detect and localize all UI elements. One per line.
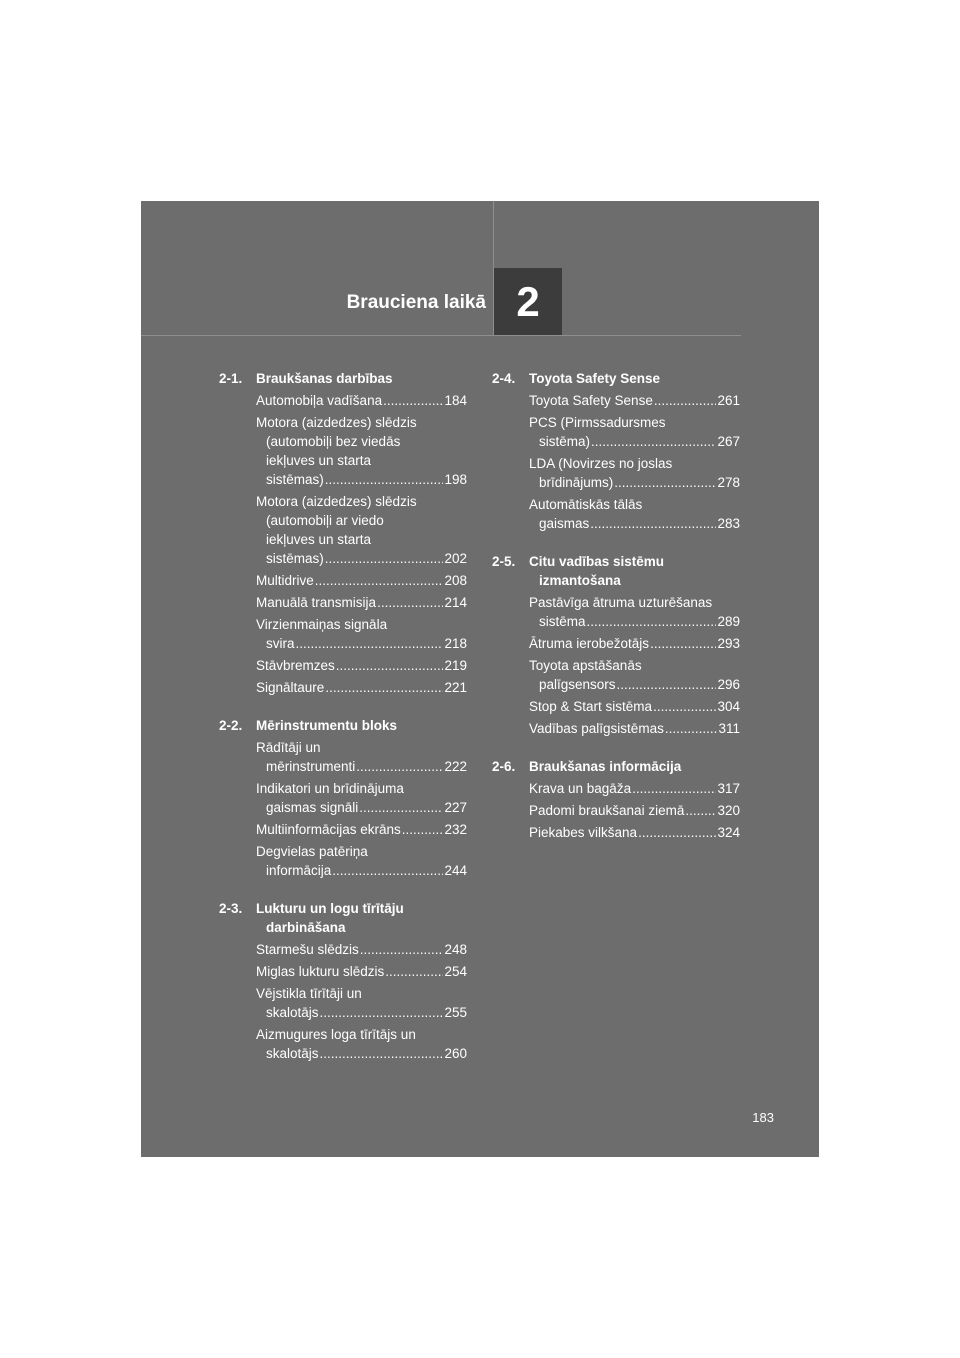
- entry-title-line: Starmešu slēdzis: [256, 942, 359, 957]
- entry-title-line: Multidrive: [256, 573, 314, 588]
- entry-leader-line: [256, 391, 467, 410]
- entry-title-line: Motora (aizdedzes) slēdzis: [256, 415, 417, 430]
- dot-leader: [320, 1044, 444, 1063]
- entry-title-line: Multiinformācijas ekrāns: [256, 822, 401, 837]
- chapter-number: 2: [516, 277, 540, 325]
- entry-leader-line: [529, 391, 740, 410]
- chapter-title: Brauciena laikā: [346, 292, 486, 313]
- dot-leader: [638, 823, 716, 842]
- entry-title-line: Krava un bagāža: [529, 781, 632, 796]
- entry-title-line: sistēma: [539, 614, 586, 629]
- entry-page-number: 202: [444, 551, 467, 566]
- section-number: 2-6.: [492, 759, 516, 774]
- dot-leader: [296, 634, 444, 653]
- dot-leader: [665, 719, 718, 738]
- toc-entry[interactable]: [256, 820, 467, 839]
- entry-title-line: iekļuves un starta: [266, 453, 372, 468]
- entry-leader-line: [256, 861, 467, 880]
- dot-leader: [359, 798, 443, 817]
- section-number: 2-5.: [492, 554, 516, 569]
- entry-title-line: Padomi braukšanai ziemā: [529, 803, 685, 818]
- toc-entry[interactable]: [529, 823, 740, 842]
- entry-title-line: Vējstikla tīrītāji un: [256, 986, 362, 1001]
- entry-page-number: 208: [444, 573, 467, 588]
- entry-title-line: Rādītāji un: [256, 740, 321, 755]
- entry-title-line: Piekabes vilkšana: [529, 825, 638, 840]
- toc-left-column: [219, 369, 467, 1082]
- toc-section: [492, 552, 740, 738]
- entry-leader-line: [256, 1003, 467, 1022]
- toc-section: [492, 369, 740, 533]
- chapter-number-tab: [494, 268, 562, 335]
- section-title: Braukšanas darbības: [256, 371, 393, 386]
- toc-entry[interactable]: [529, 634, 740, 653]
- toc-entry[interactable]: [529, 495, 740, 533]
- section-number: 2-3.: [219, 901, 243, 916]
- toc-entry[interactable]: [256, 593, 467, 612]
- toc-entry[interactable]: [256, 738, 467, 776]
- toc-entry[interactable]: [256, 615, 467, 653]
- dot-leader: [325, 549, 444, 568]
- page-number: 183: [752, 1110, 774, 1125]
- dot-leader: [320, 1003, 444, 1022]
- entry-page-number: 219: [444, 658, 467, 673]
- entry-title-line: Stāvbremzes: [256, 658, 335, 673]
- entry-title-line: Indikatori un brīdinājuma: [256, 781, 404, 796]
- section-title: Toyota Safety Sense: [529, 371, 661, 386]
- section-number: 2-4.: [492, 371, 516, 386]
- entry-leader-line: [256, 634, 467, 653]
- entry-page-number: 320: [717, 803, 740, 818]
- entry-title-line: Virzienmaiņas signāla: [256, 617, 388, 632]
- entry-leader-line: [256, 571, 467, 590]
- entry-page-number: 317: [717, 781, 740, 796]
- entry-title-line: Aizmugures loga tīrītājs un: [256, 1027, 416, 1042]
- dot-leader: [590, 514, 716, 533]
- toc-entry[interactable]: [256, 391, 467, 410]
- dot-leader: [650, 634, 716, 653]
- toc-entry[interactable]: [256, 1025, 467, 1063]
- toc-entry[interactable]: [529, 656, 740, 694]
- toc-entry[interactable]: [256, 413, 467, 489]
- entry-leader-line: [529, 432, 740, 451]
- entry-page-number: 218: [444, 636, 467, 651]
- entry-title-line: skalotājs: [266, 1046, 319, 1061]
- entry-page-number: 296: [717, 677, 740, 692]
- entry-page-number: 311: [718, 721, 740, 736]
- toc-entry[interactable]: [529, 779, 740, 798]
- entry-leader-line: [256, 470, 467, 489]
- toc-entry[interactable]: [256, 940, 467, 959]
- entry-title-line: skalotājs: [266, 1005, 319, 1020]
- section-number: 2-2.: [219, 718, 243, 733]
- dot-leader: [685, 801, 716, 820]
- entry-page-number: 248: [444, 942, 467, 957]
- entry-page-number: 289: [717, 614, 740, 629]
- entry-title-line: sistēma): [539, 434, 591, 449]
- toc-entry[interactable]: [529, 593, 740, 631]
- entry-page-number: 221: [444, 680, 467, 695]
- dot-leader: [325, 470, 444, 489]
- toc-entry[interactable]: [256, 571, 467, 590]
- toc-entry[interactable]: [529, 454, 740, 492]
- entry-title-line: Automātiskās tālās: [529, 497, 643, 512]
- section-heading: [219, 369, 467, 388]
- entry-leader-line: [256, 549, 467, 568]
- toc-entry[interactable]: [529, 413, 740, 451]
- toc-right-column: [492, 369, 740, 861]
- toc-section: [219, 899, 467, 1063]
- entry-title-line: iekļuves un starta: [266, 532, 372, 547]
- entry-leader-line: [256, 757, 467, 776]
- dot-leader: [332, 861, 443, 880]
- entry-leader-line: [529, 473, 740, 492]
- dot-leader: [402, 820, 444, 839]
- toc-entry[interactable]: [256, 962, 467, 981]
- entry-title-line: palīgsensors: [539, 677, 616, 692]
- entry-leader-line: [256, 798, 467, 817]
- dot-leader: [325, 678, 443, 697]
- toc-section: [219, 716, 467, 880]
- entry-title-line: Ātruma ierobežotājs: [529, 636, 650, 651]
- dot-leader: [587, 612, 717, 631]
- entry-title-line: Toyota apstāšanās: [529, 658, 642, 673]
- entry-title-line: informācija: [266, 863, 332, 878]
- entry-title-line: Stop & Start sistēma: [529, 699, 653, 714]
- toc-entry[interactable]: [256, 779, 467, 817]
- entry-leader-line: [529, 719, 740, 738]
- entry-title-line: svira: [266, 636, 295, 651]
- section-heading: [492, 369, 740, 388]
- section-number: 2-1.: [219, 371, 243, 386]
- entry-leader-line: [256, 962, 467, 981]
- entry-page-number: 227: [444, 800, 467, 815]
- section-title: Citu vadības sistēmu izmantošana: [529, 554, 665, 588]
- toc-entry[interactable]: [256, 842, 467, 880]
- entry-leader-line: [529, 612, 740, 631]
- toc-entry[interactable]: [529, 719, 740, 738]
- dot-leader: [356, 757, 443, 776]
- entry-page-number: 304: [717, 699, 740, 714]
- toc-entry[interactable]: [256, 984, 467, 1022]
- entry-page-number: 293: [717, 636, 740, 651]
- entry-page-number: 278: [717, 475, 740, 490]
- toc-entry[interactable]: [529, 391, 740, 410]
- entry-title-line: Pastāvīga ātruma uzturēšanas: [529, 595, 713, 610]
- dot-leader: [385, 962, 443, 981]
- section-title: Lukturu un logu tīrītāju darbināšana: [256, 901, 404, 935]
- dot-leader: [383, 391, 443, 410]
- entry-leader-line: [256, 820, 467, 839]
- entry-page-number: 283: [717, 516, 740, 531]
- entry-leader-line: [256, 593, 467, 612]
- entry-page-number: 222: [444, 759, 467, 774]
- entry-title-line: sistēmas): [266, 472, 324, 487]
- section-heading: [492, 757, 740, 776]
- entry-page-number: 184: [444, 393, 467, 408]
- entry-page-number: 214: [444, 595, 467, 610]
- toc-entry[interactable]: [256, 656, 467, 675]
- toc-entry[interactable]: [529, 697, 740, 716]
- entry-title-line: sistēmas): [266, 551, 324, 566]
- section-heading: [492, 552, 740, 590]
- entry-page-number: 267: [717, 434, 740, 449]
- entry-title-line: Vadības palīgsistēmas: [529, 721, 664, 736]
- toc-section: [219, 369, 467, 697]
- toc-section: [492, 757, 740, 842]
- entry-page-number: 324: [717, 825, 740, 840]
- entry-title-line: gaismas signāli: [266, 800, 359, 815]
- toc-entry[interactable]: [256, 678, 467, 697]
- entry-title-line: brīdinājums): [539, 475, 614, 490]
- entry-page-number: 260: [444, 1046, 467, 1061]
- entry-leader-line: [256, 1044, 467, 1063]
- section-heading: [219, 716, 467, 735]
- entry-page-number: 261: [717, 393, 740, 408]
- section-title: Braukšanas informācija: [529, 759, 682, 774]
- entry-leader-line: [529, 675, 740, 694]
- entry-title-line: LDA (Novirzes no joslas: [529, 456, 673, 471]
- dot-leader: [617, 675, 717, 694]
- entry-page-number: 255: [444, 1005, 467, 1020]
- dot-leader: [377, 593, 443, 612]
- toc-entry[interactable]: [529, 801, 740, 820]
- dot-leader: [360, 940, 444, 959]
- entry-page-number: 232: [444, 822, 467, 837]
- entry-title-line: Motora (aizdedzes) slēdzis: [256, 494, 417, 509]
- dot-leader: [654, 391, 717, 410]
- dot-leader: [614, 473, 716, 492]
- entry-leader-line: [529, 801, 740, 820]
- entry-leader-line: [529, 697, 740, 716]
- dot-leader: [315, 571, 444, 590]
- dot-leader: [591, 432, 716, 451]
- entry-title-line: Automobiļa vadīšana: [256, 393, 383, 408]
- entry-title-line: Toyota Safety Sense: [529, 393, 653, 408]
- entry-title-line: (automobiļi ar viedo: [266, 513, 384, 528]
- header-divider-horizontal: [141, 335, 741, 336]
- entry-leader-line: [529, 514, 740, 533]
- entry-leader-line: [256, 678, 467, 697]
- entry-leader-line: [529, 823, 740, 842]
- dot-leader: [632, 779, 716, 798]
- entry-title-line: PCS (Pirmssadursmes: [529, 415, 666, 430]
- entry-leader-line: [529, 634, 740, 653]
- entry-page-number: 198: [444, 472, 467, 487]
- toc-entry[interactable]: [256, 492, 467, 568]
- entry-page-number: 244: [444, 863, 467, 878]
- entry-title-line: Miglas lukturu slēdzis: [256, 964, 385, 979]
- entry-leader-line: [256, 656, 467, 675]
- entry-leader-line: [256, 940, 467, 959]
- entry-title-line: gaismas: [539, 516, 590, 531]
- entry-page-number: 254: [444, 964, 467, 979]
- entry-title-line: mērinstrumenti: [266, 759, 356, 774]
- section-heading: [219, 899, 467, 937]
- entry-leader-line: [529, 779, 740, 798]
- dot-leader: [653, 697, 716, 716]
- entry-title-line: Degvielas patēriņa: [256, 844, 368, 859]
- entry-title-line: (automobiļi bez viedās: [266, 434, 401, 449]
- dot-leader: [336, 656, 444, 675]
- entry-title-line: Manuālā transmisija: [256, 595, 377, 610]
- entry-title-line: Signāltaure: [256, 680, 325, 695]
- section-title: Mērinstrumentu bloks: [256, 718, 398, 733]
